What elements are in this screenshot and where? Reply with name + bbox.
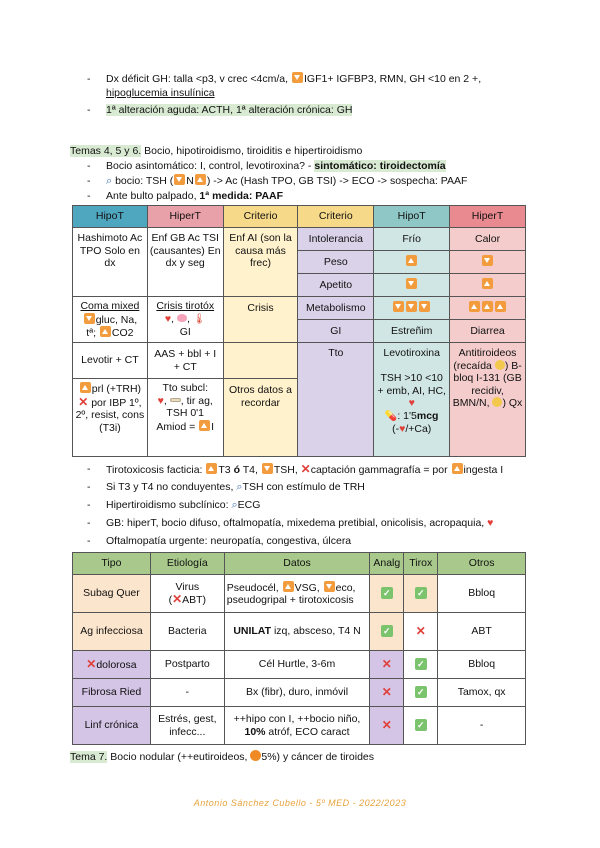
magnifier-icon: ⌕ bbox=[106, 175, 113, 187]
bullet-tirotoxicosis bbox=[84, 462, 544, 477]
amiod-text: Amiod = bbox=[156, 420, 199, 433]
bullet-text: T3 bbox=[218, 464, 234, 476]
header-hipert: HiperT bbox=[147, 206, 223, 228]
red-cross-icon: ✕ bbox=[381, 656, 392, 671]
magnifier-icon: ⌕ bbox=[236, 481, 243, 493]
red-cross-icon: ✕ bbox=[86, 656, 97, 671]
cell-antitiroideos bbox=[450, 343, 526, 457]
arrow-up-icon bbox=[283, 581, 294, 592]
bullet-bocio-asintomatico bbox=[84, 159, 467, 174]
coma-title: Coma mixed bbox=[80, 300, 140, 312]
cell-etiologia: - bbox=[150, 679, 224, 707]
top-bullet-list bbox=[84, 72, 481, 118]
bullet-text: Dx déficit GH: talla <p3, v crec <4cm/a, bbox=[106, 73, 291, 85]
heart-icon: ♥ bbox=[487, 517, 494, 529]
bullet-text: GB: hiperT, bocio difuso, oftalmopatía, mixedema pretibial, onicolisis, acropaquia, bbox=[106, 517, 488, 529]
levotiroxina-text: Levotiroxina bbox=[383, 347, 440, 359]
cell-levotir-ct: Levotir + CT bbox=[73, 343, 148, 379]
arrow-down-icon bbox=[174, 174, 185, 185]
cell-analg bbox=[370, 679, 404, 707]
datos-bold: 10% bbox=[244, 725, 266, 738]
bullet-oftalmopatia bbox=[84, 534, 544, 549]
green-check-icon: ✓ bbox=[415, 719, 427, 731]
cell-peso-hipo bbox=[374, 251, 450, 274]
cell-hashimoto: Hashimoto Ac TPO Solo en dx bbox=[73, 228, 148, 297]
coma-text: tª; bbox=[86, 327, 99, 339]
cell-datos bbox=[224, 613, 370, 651]
tipo-text: dolorosa bbox=[96, 658, 137, 671]
cell-apetito-hiper bbox=[450, 274, 526, 297]
arrow-up-icon bbox=[199, 420, 210, 431]
cell-datos: Bx (fibr), duro, inmóvil bbox=[224, 679, 370, 707]
header-criterio: Criterio bbox=[223, 206, 298, 228]
arrow-up-icon bbox=[406, 255, 417, 266]
red-cross-icon: ✕ bbox=[381, 717, 392, 732]
bullet-text: Hipertiroidismo subclínico: bbox=[106, 499, 232, 511]
cell-etiologia: Postparto bbox=[150, 651, 224, 679]
arrow-up-icon bbox=[482, 278, 493, 289]
bocio-bullet-list bbox=[84, 159, 467, 204]
bullet-bold: sintomático: tiroidectomía bbox=[314, 160, 446, 172]
bullet-bold: 1ª medida: PAAF bbox=[199, 190, 284, 202]
cell-metab-hiper bbox=[450, 297, 526, 320]
header-hipert-2: HiperT bbox=[450, 206, 526, 228]
antiti-text: Antitiroideos (recaída bbox=[453, 347, 517, 372]
coma-text: CO2 bbox=[111, 327, 134, 339]
etiologia-text: ABT bbox=[182, 594, 203, 606]
green-check-icon: ✓ bbox=[415, 587, 427, 599]
header-hipot-2: HipoT bbox=[374, 206, 450, 228]
bullet-text: Bocio asintomático: I, control, levotiroxina? - bbox=[106, 160, 315, 172]
cell-aas: AAS + bbl + I + CT bbox=[147, 343, 223, 379]
cell-peso: Peso bbox=[298, 251, 374, 274]
header-hipot: HipoT bbox=[73, 206, 148, 228]
arrow-up-icon bbox=[206, 463, 217, 474]
cell-enf-ai: Enf AI (son la causa más frec) bbox=[223, 228, 298, 297]
table-row bbox=[73, 679, 526, 707]
coma-text: gluc, Na, bbox=[95, 313, 138, 326]
bullet-text: Ante bulto palpado, bbox=[106, 190, 200, 202]
section-number: Temas 4, 5 y 6. bbox=[70, 145, 142, 157]
cell-analg bbox=[370, 651, 404, 679]
bullet-text: N bbox=[186, 175, 194, 187]
cell-empty-yellow bbox=[223, 343, 298, 379]
cell-otros: - bbox=[438, 707, 526, 745]
etiologia-text: Virus bbox=[175, 580, 200, 593]
bullet-bocio-tsh bbox=[84, 174, 467, 189]
arrow-up-icon bbox=[195, 174, 206, 185]
face-icon bbox=[492, 397, 502, 407]
table-row bbox=[73, 651, 526, 679]
cell-prl bbox=[73, 379, 148, 457]
table-row bbox=[73, 707, 526, 745]
pill-icon: 💊 bbox=[384, 410, 398, 422]
cell-analg bbox=[370, 575, 404, 613]
bullet-bulto-palpado bbox=[84, 189, 467, 204]
cell-datos bbox=[224, 707, 370, 745]
bullet-text: T4, bbox=[239, 464, 261, 476]
section-subtitle: Bocio nodular (++eutiroideos, bbox=[107, 751, 251, 763]
bullet-gb bbox=[84, 516, 544, 531]
bullet-text: TSH, bbox=[273, 464, 301, 476]
tto-subcl-text: Tto subcl: bbox=[162, 382, 208, 394]
cell-frio: Frío bbox=[374, 228, 450, 251]
datos-text: izq, absceso, T4 N bbox=[271, 625, 361, 638]
cell-otros: Bbloq bbox=[438, 651, 526, 679]
bullet-text: Si T3 y T4 no conduyentes, bbox=[106, 481, 237, 493]
cell-otros: ABT bbox=[438, 613, 526, 651]
table-row bbox=[73, 613, 526, 651]
cell-analg bbox=[370, 707, 404, 745]
prl-text: prl (+TRH) bbox=[91, 383, 142, 395]
header-tirox: Tirox bbox=[404, 553, 438, 575]
magnifier-icon: ⌕ bbox=[231, 499, 238, 511]
brain-icon bbox=[177, 314, 187, 322]
bullet-dx-gh bbox=[84, 72, 481, 100]
section-title-temas-4-6 bbox=[70, 144, 362, 159]
section-subtitle: 5%) y cáncer de tiroides bbox=[261, 751, 375, 763]
mcg-text: /+Ca) bbox=[405, 423, 432, 435]
arrow-down-icon bbox=[393, 301, 404, 312]
arrow-down-icon bbox=[406, 301, 417, 312]
bullet-text: ECG bbox=[237, 499, 261, 511]
tiroides-table bbox=[72, 205, 526, 457]
header-otros: Otros bbox=[438, 553, 526, 575]
cell-tipo: Linf crónica bbox=[73, 707, 151, 745]
cell-otros-datos: Otros datos a recordar bbox=[223, 379, 298, 457]
bullet-text: IGF1+ IGFBP3, RMN, GH <10 en 2 +, bbox=[304, 73, 482, 85]
bullet-text: hipoglucemia insulínica bbox=[106, 87, 215, 99]
section-subtitle: Bocio, hipotiroidismo, tiroiditis e hipertiroidismo bbox=[141, 145, 363, 157]
antiti-text: ) Qx bbox=[502, 397, 523, 409]
datos-text: Pseudocél, bbox=[226, 581, 282, 594]
arrow-down-icon bbox=[84, 313, 95, 324]
arrow-down-icon bbox=[324, 581, 335, 592]
cell-tto: Tto bbox=[298, 343, 374, 457]
cell-etiologia: Virus (✕ABT) bbox=[150, 575, 224, 613]
mcg-text: (- bbox=[392, 423, 400, 435]
tsh-text: TSH >10 <10 + emb, AI, HC, bbox=[377, 372, 446, 397]
green-check-icon: ✓ bbox=[415, 658, 427, 670]
cell-crisis-tirotox: Crisis tirotóx ♥, , 🌡 GI bbox=[147, 297, 223, 343]
arrow-up-icon bbox=[80, 382, 91, 393]
bullet-text: bocio: TSH ( bbox=[112, 175, 174, 187]
header-tipo: Tipo bbox=[73, 553, 151, 575]
tiroiditis-table bbox=[72, 552, 526, 745]
cell-otros: Bbloq bbox=[438, 575, 526, 613]
red-cross-icon: ✕ bbox=[78, 394, 89, 409]
arrow-up-icon bbox=[469, 301, 480, 312]
green-check-icon: ✓ bbox=[415, 686, 427, 698]
tto-subcl-text: tir ag, TSH 0'1 bbox=[166, 394, 213, 419]
antiti-text: ) B-bloq I-131 (GB recidiv, BMN/N, bbox=[452, 359, 522, 409]
section-number: Tema 7. bbox=[70, 751, 108, 763]
cell-analg bbox=[370, 613, 404, 651]
bullet-text: TSH con estímulo de TRH bbox=[242, 481, 365, 493]
cell-metabolismo: Metabolismo bbox=[298, 297, 374, 320]
bullet-subclinico bbox=[84, 498, 544, 513]
arrow-down-icon bbox=[292, 72, 303, 83]
bullet-text: captación gammagrafía = por bbox=[310, 464, 451, 476]
cell-otros: Tamox, qx bbox=[438, 679, 526, 707]
heart-icon: ♥ bbox=[408, 397, 415, 409]
cell-tirox bbox=[404, 651, 438, 679]
header-criterio-2: Criterio bbox=[298, 206, 374, 228]
heart-icon: ♥ bbox=[164, 312, 172, 325]
red-cross-icon: ✕ bbox=[381, 684, 392, 699]
bone-icon bbox=[170, 398, 181, 402]
cell-tirox bbox=[404, 679, 438, 707]
cell-estrenim: Estreñim bbox=[374, 320, 450, 343]
bullet-t3-t4 bbox=[84, 480, 544, 495]
cell-apetito: Apetito bbox=[298, 274, 374, 297]
cell-peso-hiper bbox=[450, 251, 526, 274]
woman-face-icon bbox=[495, 360, 505, 370]
arrow-down-icon bbox=[406, 278, 417, 289]
cell-datos: Cél Hurtle, 3-6m bbox=[224, 651, 370, 679]
red-cross-icon: ✕ bbox=[300, 462, 311, 476]
cell-tto-subcl: Tto subcl: ♥, , tir ag, TSH 0'1 Amiod = I bbox=[147, 379, 223, 457]
heart-icon: ♥ bbox=[399, 423, 406, 435]
cell-etiologia: Estrés, gest, infecc... bbox=[150, 707, 224, 745]
cell-datos bbox=[224, 575, 370, 613]
arrow-up-icon bbox=[482, 301, 493, 312]
cell-levotiroxina bbox=[374, 343, 450, 457]
cell-crisis: Crisis bbox=[223, 297, 298, 343]
arrow-up-icon bbox=[100, 326, 111, 337]
thermometer-icon: 🌡 bbox=[192, 313, 206, 325]
header-etiologia: Etiología bbox=[150, 553, 224, 575]
cell-apetito-hipo bbox=[374, 274, 450, 297]
hot-face-icon bbox=[250, 750, 261, 761]
datos-bold: UNILAT bbox=[233, 625, 272, 638]
bullet-text: Tirotoxicosis facticia: bbox=[106, 464, 206, 476]
cell-tipo bbox=[73, 651, 151, 679]
cell-tirox bbox=[404, 613, 438, 651]
cell-calor: Calor bbox=[450, 228, 526, 251]
green-check-icon: ✓ bbox=[381, 625, 393, 637]
red-cross-icon: ✕ bbox=[415, 623, 426, 638]
bullet-bold: ó bbox=[233, 464, 240, 476]
cell-gi: GI bbox=[298, 320, 374, 343]
crisis-title: Crisis tirotóx bbox=[156, 300, 215, 312]
table-row bbox=[73, 575, 526, 613]
crisis-text: GI bbox=[179, 326, 191, 338]
prl-text: por IBP 1º, 2º, resist, cons (T3i) bbox=[75, 396, 145, 434]
datos-text: VSG, bbox=[294, 581, 323, 594]
arrow-down-icon bbox=[262, 463, 273, 474]
cell-tirox bbox=[404, 575, 438, 613]
cell-tipo: Subag Quer bbox=[73, 575, 151, 613]
green-check-icon: ✓ bbox=[381, 587, 393, 599]
bullet-text: 1ª alteración aguda: ACTH, 1ª alteración crónica: GH bbox=[106, 104, 353, 116]
cell-etiologia: Bacteria bbox=[150, 613, 224, 651]
bullet-text: Oftalmopatía urgente: neuropatía, congestiva, úlcera bbox=[106, 535, 352, 547]
cell-graves: Enf GB Ac TSI (causantes) En dx y seg bbox=[147, 228, 223, 297]
page-footer: Antonio Sánchez Cubello - 5º MED - 2022/2023 bbox=[193, 798, 407, 808]
cell-intolerancia: Intolerancia bbox=[298, 228, 374, 251]
cell-tipo: Fibrosa Ried bbox=[73, 679, 151, 707]
cell-tirox bbox=[404, 707, 438, 745]
datos-text: eco, pseudogripal + tirotoxicosis bbox=[226, 581, 356, 606]
arrow-down-icon bbox=[419, 301, 430, 312]
hipertiroidismo-bullet-list bbox=[84, 462, 544, 549]
header-datos: Datos bbox=[224, 553, 370, 575]
bullet-text: ingesta I bbox=[463, 464, 504, 476]
section-title-tema-7 bbox=[70, 750, 374, 765]
cell-metab-hipo bbox=[374, 297, 450, 320]
cell-diarrea: Diarrea bbox=[450, 320, 526, 343]
bullet-alteracion bbox=[84, 103, 481, 118]
cell-tipo: Ag infecciosa bbox=[73, 613, 151, 651]
arrow-up-icon bbox=[452, 463, 463, 474]
header-analg: Analg bbox=[370, 553, 404, 575]
bullet-text: ) -> Ac (Hash TPO, GB TSI) -> ECO -> sospecha: PAAF bbox=[206, 175, 468, 187]
heart-icon: ♥ bbox=[157, 394, 164, 407]
mcg-text: : 1'5 bbox=[397, 409, 417, 422]
datos-text: ++hipo con I, ++bocio niño, bbox=[233, 713, 361, 725]
cell-coma-mixed bbox=[73, 297, 148, 343]
mcg-bold: mcg bbox=[416, 409, 439, 422]
datos-text: atróf, ECO caract bbox=[265, 725, 350, 738]
arrow-down-icon bbox=[482, 255, 493, 266]
red-cross-icon: ✕ bbox=[172, 592, 183, 606]
arrow-up-icon bbox=[495, 301, 506, 312]
